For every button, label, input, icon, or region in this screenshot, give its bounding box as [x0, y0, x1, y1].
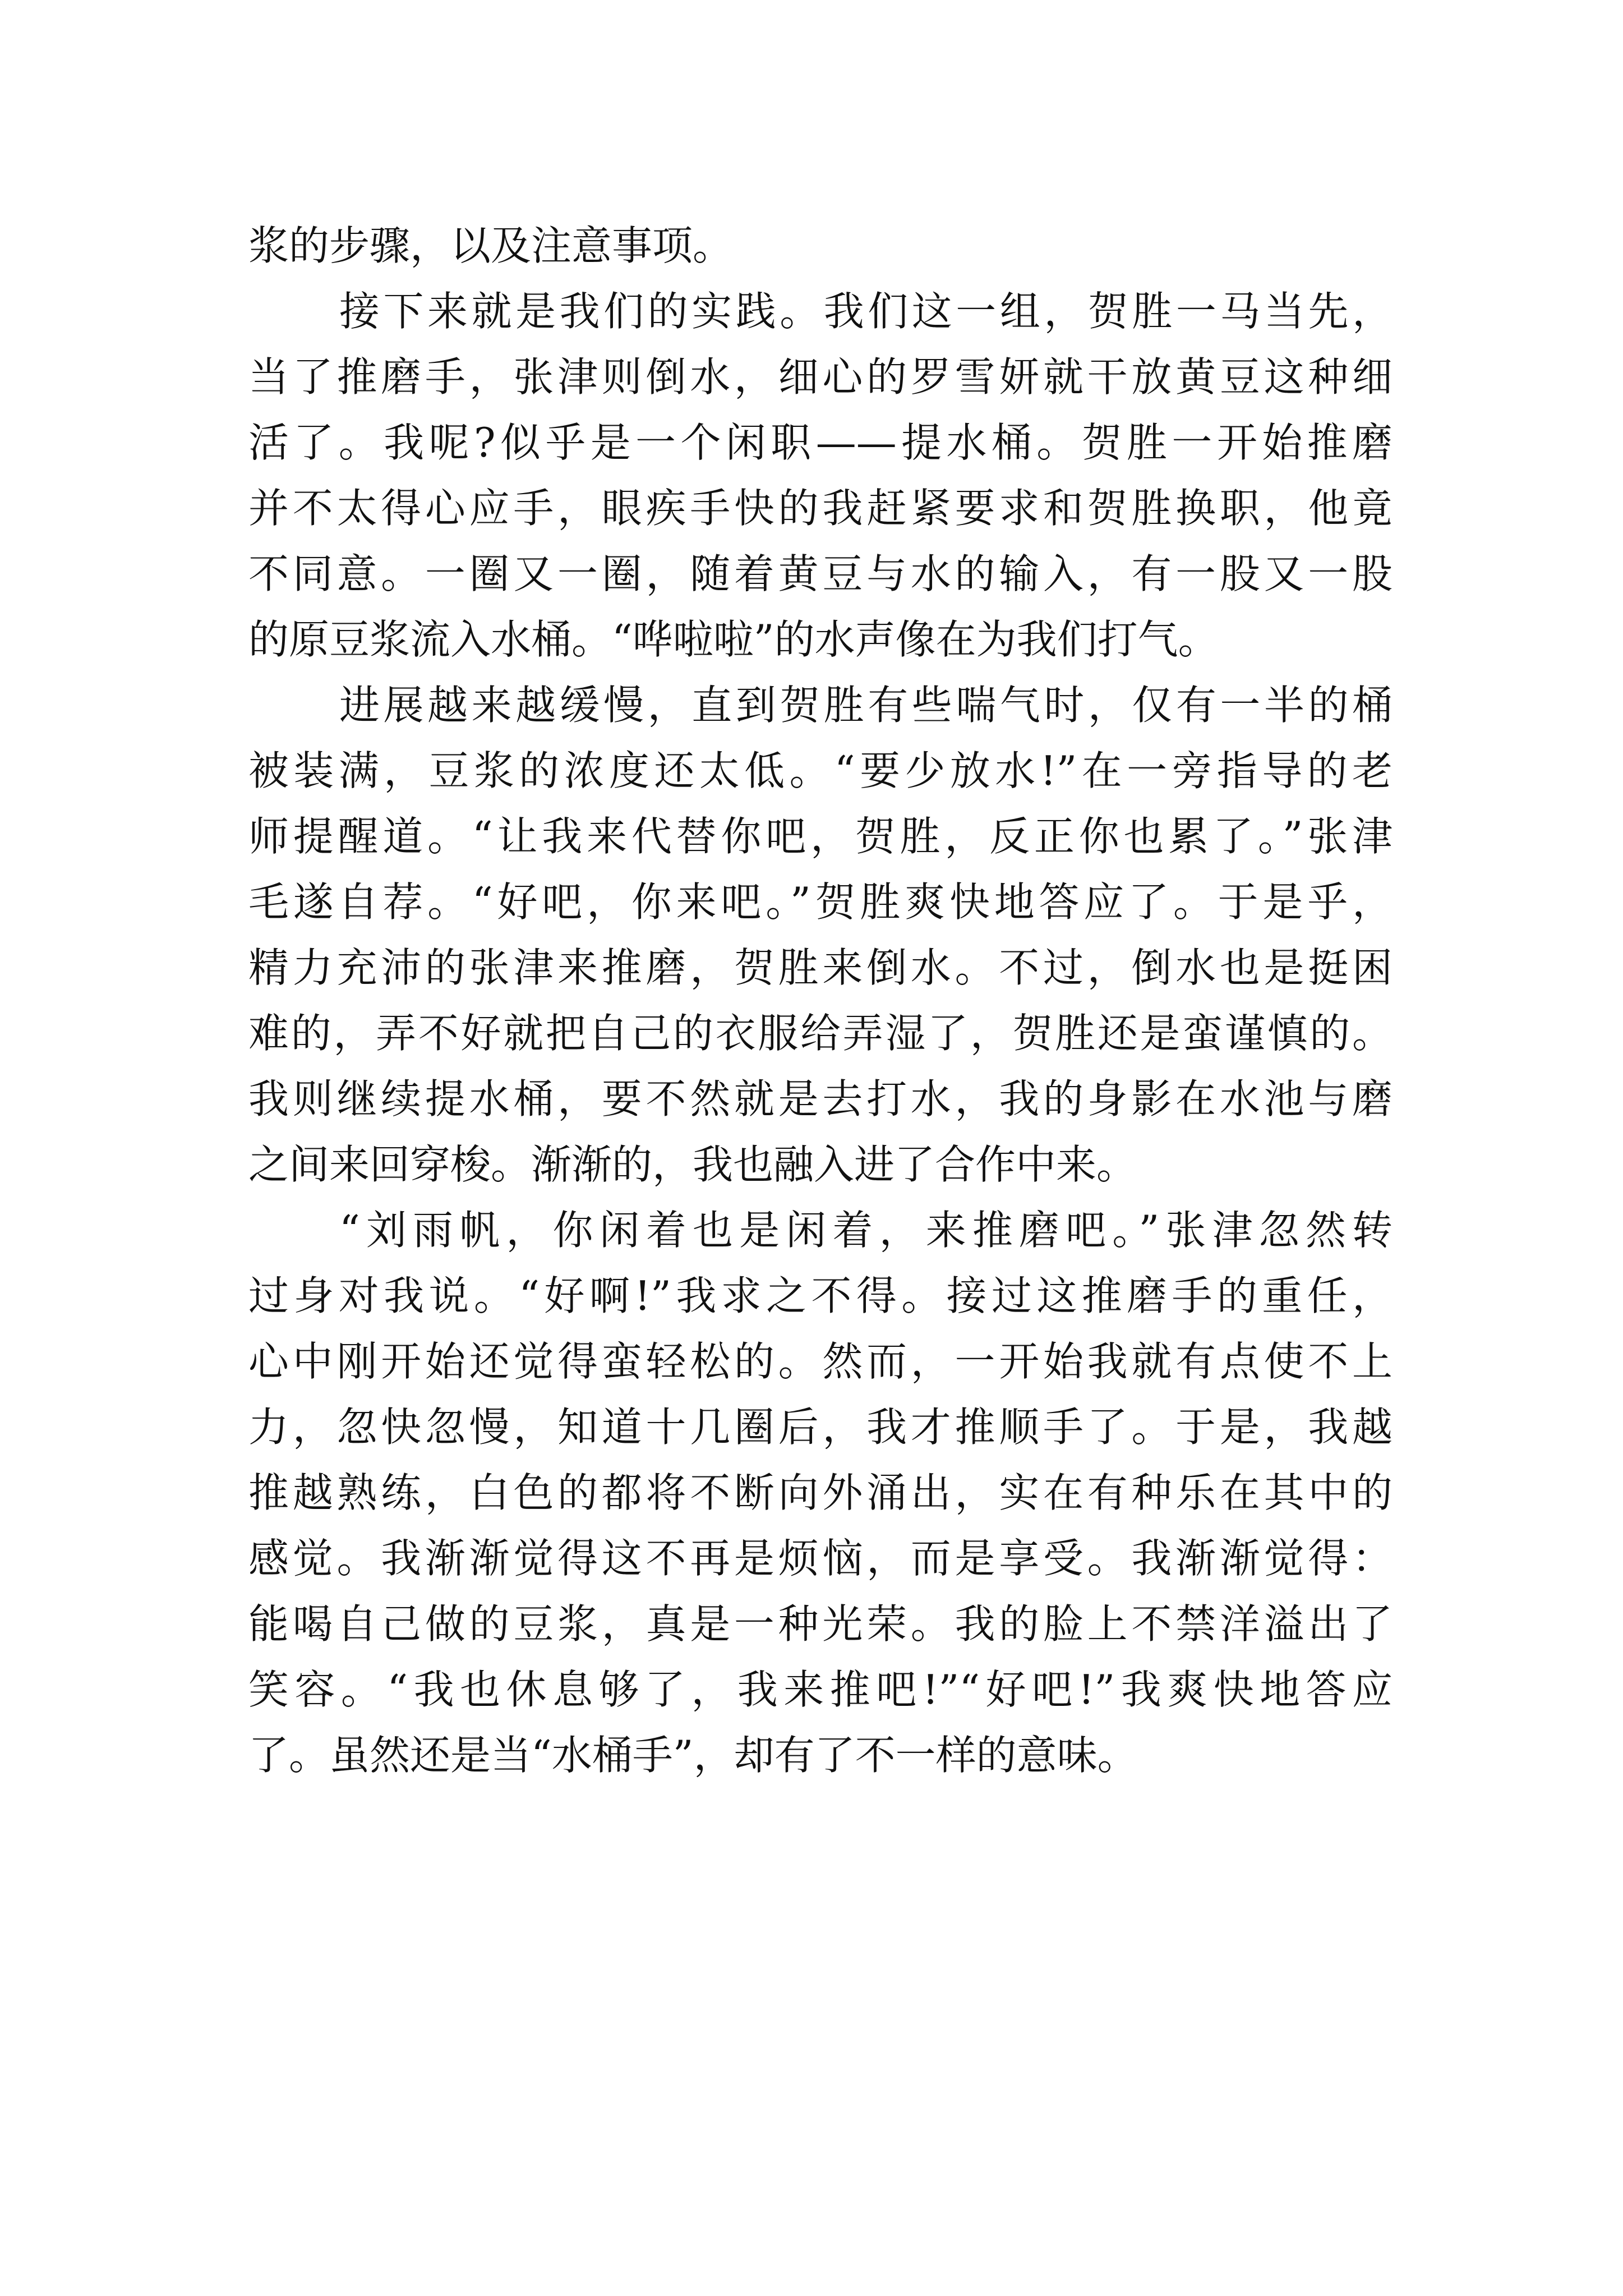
text-line-12: 精力充沛的张津来推磨，贺胜来倒水。不过，倒水也是挺困	[248, 944, 1393, 991]
text-line-11: 毛遂自荐。“好吧，你来吧。”贺胜爽快地答应了。于是乎，	[248, 878, 1393, 926]
text-line-1: 浆的步骤，以及注意事项。	[248, 222, 734, 269]
text-line-10: 师提醒道。“让我来代替你吧，贺胜，反正你也累了。”张津	[248, 813, 1393, 860]
text-line-6: 不同意。一圈又一圈，随着黄豆与水的输入，有一股又一股	[248, 550, 1393, 597]
text-line-24: 了。虽然还是当“水桶手”，却有了不一样的意味。	[248, 1732, 1138, 1779]
text-line-16: “刘雨帆，你闲着也是闲着，来推磨吧。”张津忽然转	[339, 1207, 1393, 1254]
text-line-2: 接下来就是我们的实践。我们这一组，贺胜一马当先，	[339, 288, 1393, 335]
text-line-19: 力，忽快忽慢，知道十几圈后，我才推顺手了。于是，我越	[248, 1404, 1393, 1451]
text-line-23: 笑容。“我也休息够了，我来推吧!”“好吧!”我爽快地答应	[248, 1666, 1393, 1713]
text-line-14: 我则继续提水桶，要不然就是去打水，我的身影在水池与磨	[248, 1075, 1393, 1122]
text-line-7: 的原豆浆流入水桶。“哗啦啦”的水声像在为我们打气。	[248, 616, 1219, 663]
text-line-17: 过身对我说。“好啊!”我求之不得。接过这推磨手的重任，	[248, 1272, 1393, 1319]
text-line-18: 心中刚开始还觉得蛮轻松的。然而，一开始我就有点使不上	[248, 1338, 1393, 1385]
text-line-9: 被装满，豆浆的浓度还太低。“要少放水!”在一旁指导的老	[248, 747, 1393, 794]
text-line-13: 难的，弄不好就把自己的衣服给弄湿了，贺胜还是蛮谨慎的。	[248, 1010, 1393, 1057]
text-line-21: 感觉。我渐渐觉得这不再是烦恼，而是享受。我渐渐觉得：	[248, 1535, 1393, 1582]
text-line-15: 之间来回穿梭。渐渐的，我也融入进了合作中来。	[248, 1141, 1137, 1188]
text-line-3: 当了推磨手，张津则倒水，细心的罗雪妍就干放黄豆这种细	[248, 353, 1393, 401]
text-line-4: 活了。我呢?似乎是一个闲职——提水桶。贺胜一开始推磨	[248, 419, 1393, 466]
text-line-22: 能喝自己做的豆浆，真是一种光荣。我的脸上不禁洋溢出了	[248, 1600, 1393, 1648]
text-line-20: 推越熟练，白色的都将不断向外涌出，实在有种乐在其中的	[248, 1469, 1393, 1516]
text-line-5: 并不太得心应手，眼疾手快的我赶紧要求和贺胜换职，他竟	[248, 485, 1393, 532]
text-line-8: 进展越来越缓慢，直到贺胜有些喘气时，仅有一半的桶	[339, 682, 1393, 729]
